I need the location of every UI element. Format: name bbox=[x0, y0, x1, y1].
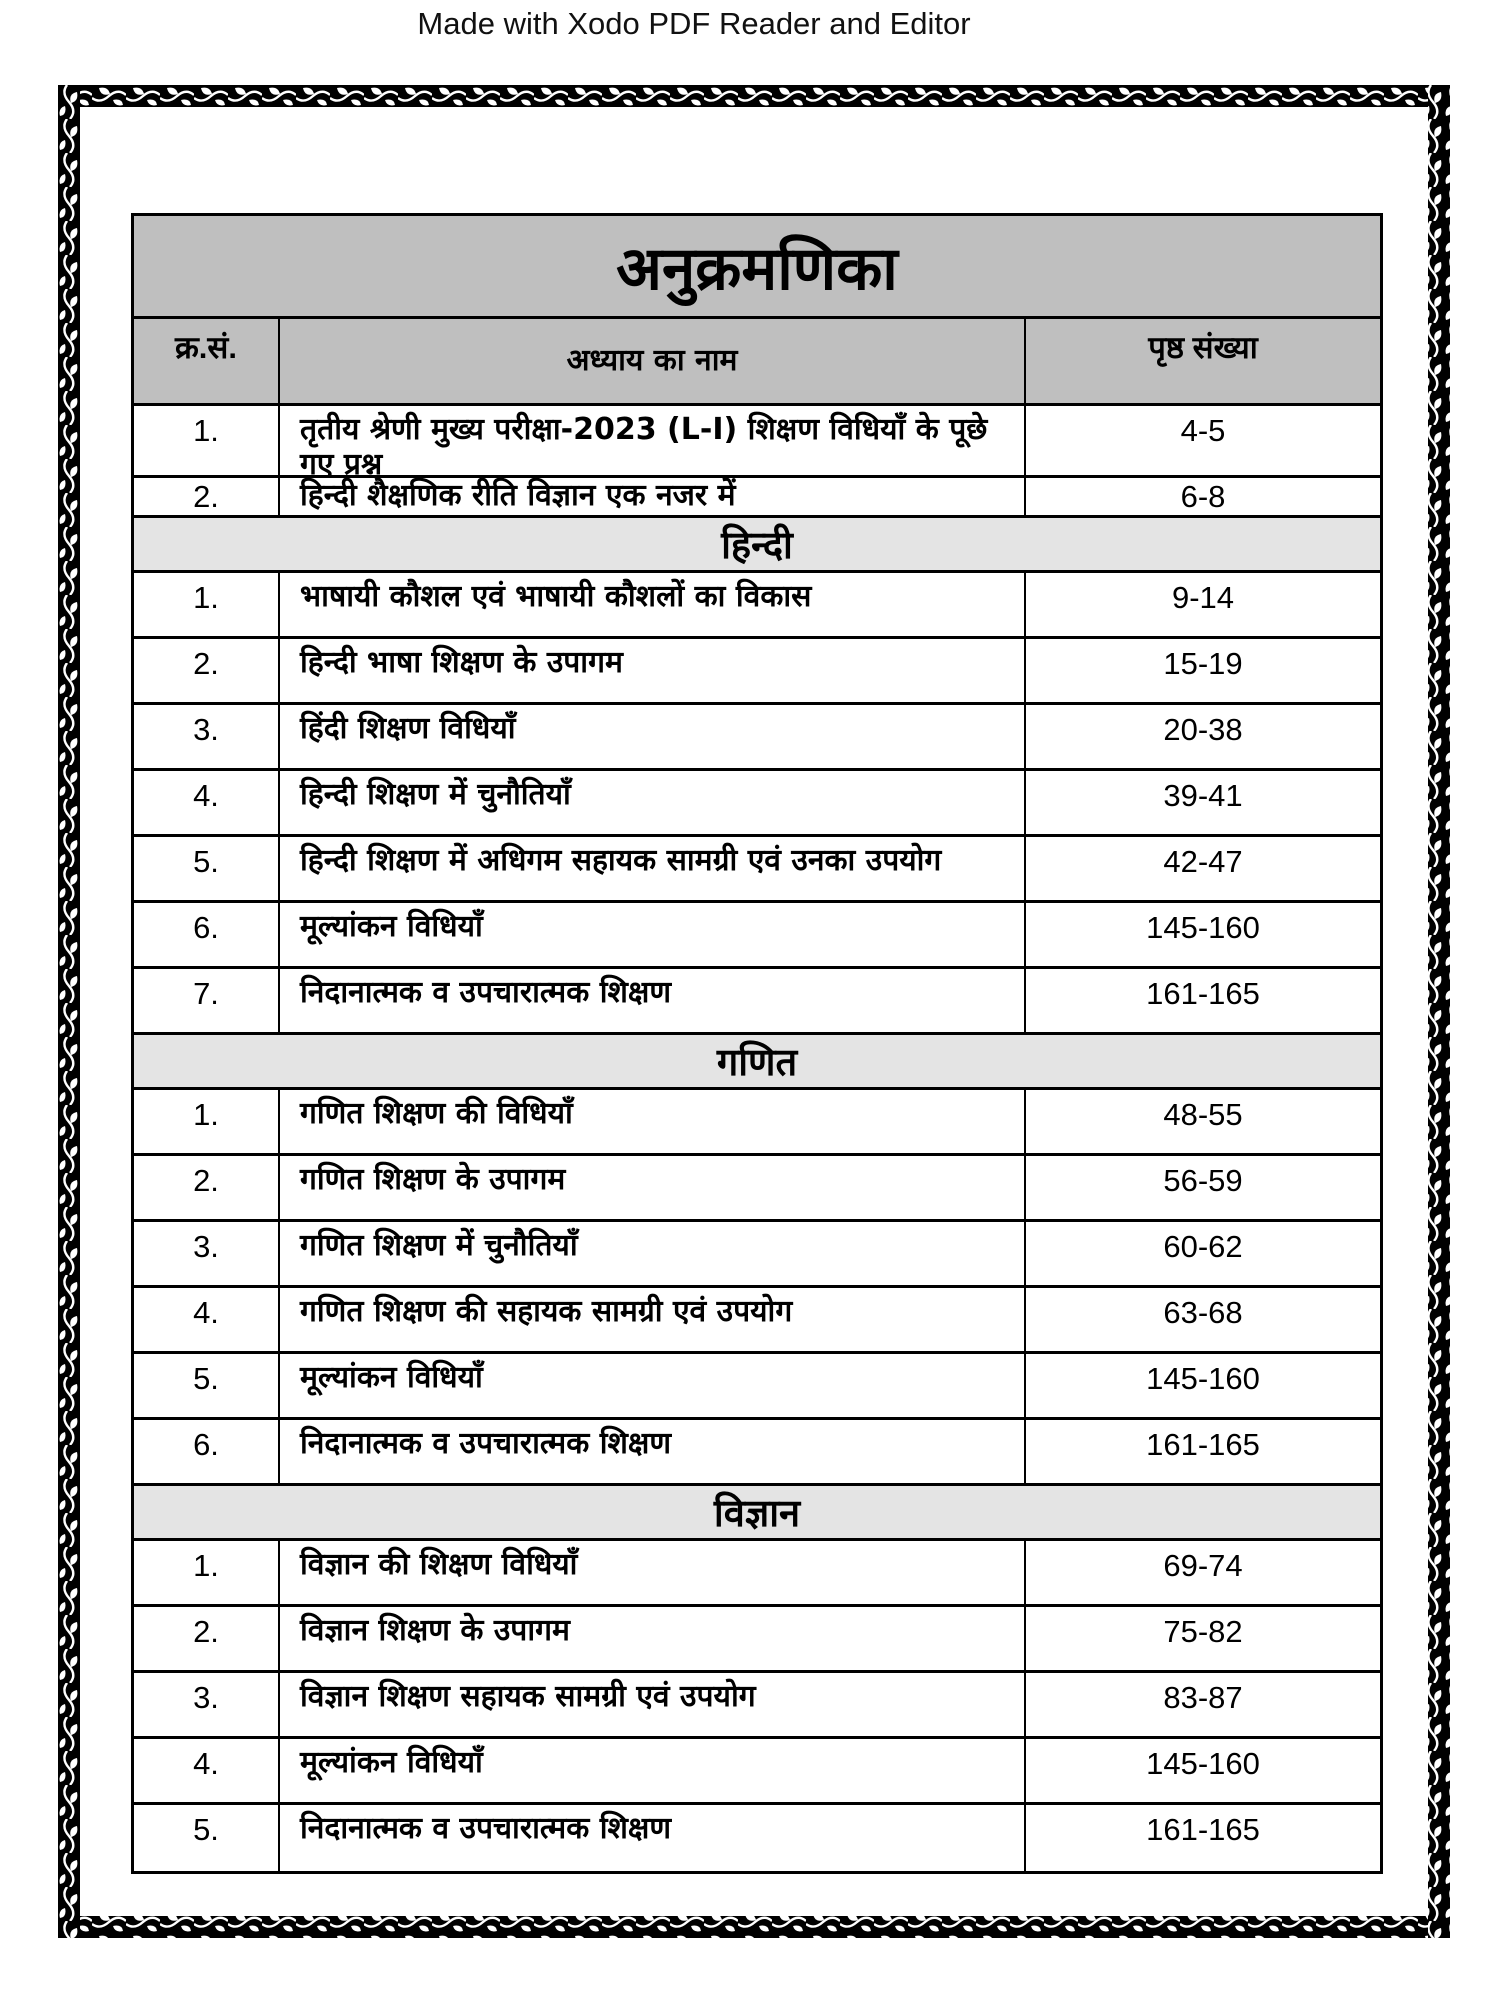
col-header-chapter-name: अध्याय का नाम bbox=[278, 319, 1026, 403]
row-page-range: 56-59 bbox=[1163, 1163, 1243, 1198]
row-chapter-name: विज्ञान शिक्षण के उपागम bbox=[278, 1607, 1026, 1670]
row-chapter-name: हिन्दी शिक्षण में अधिगम सहायक सामग्री एवं उनका उपयोग bbox=[278, 837, 1026, 900]
row-serial: 5. bbox=[193, 1812, 219, 1847]
row-chapter-name: हिन्दी भाषा शिक्षण के उपागम bbox=[278, 639, 1026, 702]
row-page-range: 9-14 bbox=[1171, 580, 1235, 615]
row-serial: 1. bbox=[193, 580, 219, 615]
row-serial: 1. bbox=[193, 1097, 219, 1132]
row-page-range: 161-165 bbox=[1146, 976, 1260, 1011]
table-row bbox=[134, 406, 1380, 482]
row-chapter-name: हिन्दी शिक्षण में चुनौतियाँ bbox=[278, 771, 1026, 834]
toc-header-row bbox=[134, 319, 1380, 406]
row-serial: 7. bbox=[193, 976, 219, 1011]
row-chapter-name: हिन्दी शैक्षणिक रीति विज्ञान एक नजर में bbox=[278, 478, 1026, 515]
row-serial: 3. bbox=[193, 1680, 219, 1715]
row-serial: 2. bbox=[193, 1614, 219, 1649]
row-page-range: 15-19 bbox=[1163, 646, 1243, 681]
table-row bbox=[134, 1541, 1380, 1607]
table-row bbox=[134, 1607, 1380, 1673]
table-row bbox=[134, 771, 1380, 837]
row-serial: 6. bbox=[193, 910, 219, 945]
row-serial: 2. bbox=[193, 1163, 219, 1198]
row-serial: 1. bbox=[193, 413, 219, 448]
row-chapter-name: निदानात्मक व उपचारात्मक शिक्षण bbox=[278, 1805, 1026, 1871]
credit-line: Made with Xodo PDF Reader and Editor bbox=[417, 6, 971, 41]
row-page-range: 4-5 bbox=[1180, 413, 1226, 448]
row-serial: 4. bbox=[193, 778, 219, 813]
row-chapter-name: निदानात्मक व उपचारात्मक शिक्षण bbox=[278, 969, 1026, 1032]
row-chapter-name: गणित शिक्षण की विधियाँ bbox=[278, 1090, 1026, 1153]
row-chapter-name: गणित शिक्षण के उपागम bbox=[278, 1156, 1026, 1219]
table-row bbox=[134, 1354, 1380, 1420]
toc-table bbox=[131, 213, 1383, 1874]
table-row bbox=[134, 1222, 1380, 1288]
row-page-range: 6-8 bbox=[1180, 479, 1226, 514]
table-row bbox=[134, 705, 1380, 771]
row-serial: 4. bbox=[193, 1746, 219, 1781]
row-serial: 2. bbox=[193, 479, 219, 514]
row-page-range: 63-68 bbox=[1163, 1295, 1243, 1330]
table-row bbox=[134, 1673, 1380, 1739]
row-serial: 6. bbox=[193, 1427, 219, 1462]
row-chapter-name: भाषायी कौशल एवं भाषायी कौशलों का विकास bbox=[278, 573, 1026, 636]
row-page-range: 39-41 bbox=[1163, 778, 1243, 813]
row-chapter-name: विज्ञान शिक्षण सहायक सामग्री एवं उपयोग bbox=[278, 1673, 1026, 1736]
row-serial: 5. bbox=[193, 1361, 219, 1396]
table-row bbox=[134, 1156, 1380, 1222]
row-chapter-name: गणित शिक्षण में चुनौतियाँ bbox=[278, 1222, 1026, 1285]
table-row bbox=[134, 1420, 1380, 1486]
row-serial: 1. bbox=[193, 1548, 219, 1583]
table-row bbox=[134, 969, 1380, 1035]
toc-body bbox=[134, 406, 1380, 1871]
table-row bbox=[134, 837, 1380, 903]
page-title: अनुक्रमणिका bbox=[134, 216, 1380, 319]
section-header: विज्ञान bbox=[134, 1486, 1380, 1541]
row-serial: 3. bbox=[193, 712, 219, 747]
row-chapter-name: मूल्यांकन विधियाँ bbox=[278, 1739, 1026, 1802]
row-serial: 5. bbox=[193, 844, 219, 879]
row-page-range: 145-160 bbox=[1146, 1361, 1260, 1396]
table-row bbox=[134, 478, 1380, 518]
row-page-range: 20-38 bbox=[1163, 712, 1243, 747]
table-row bbox=[134, 1739, 1380, 1805]
row-page-range: 48-55 bbox=[1163, 1097, 1243, 1132]
row-chapter-name: हिंदी शिक्षण विधियाँ bbox=[278, 705, 1026, 768]
row-page-range: 69-74 bbox=[1163, 1548, 1243, 1583]
row-page-range: 161-165 bbox=[1146, 1427, 1260, 1462]
row-serial: 4. bbox=[193, 1295, 219, 1330]
row-chapter-name: तृतीय श्रेणी मुख्य परीक्षा-2023 (L-I) शिक्षण विधियाँ के पूछे गए प्रश्न bbox=[278, 406, 1026, 475]
row-serial: 3. bbox=[193, 1229, 219, 1264]
row-page-range: 60-62 bbox=[1163, 1229, 1243, 1264]
row-page-range: 145-160 bbox=[1146, 1746, 1260, 1781]
row-chapter-name: मूल्यांकन विधियाँ bbox=[278, 1354, 1026, 1417]
table-row bbox=[134, 903, 1380, 969]
row-page-range: 75-82 bbox=[1163, 1614, 1243, 1649]
row-chapter-name: गणित शिक्षण की सहायक सामग्री एवं उपयोग bbox=[278, 1288, 1026, 1351]
row-chapter-name: विज्ञान की शिक्षण विधियाँ bbox=[278, 1541, 1026, 1604]
row-page-range: 161-165 bbox=[1146, 1812, 1260, 1847]
table-row bbox=[134, 639, 1380, 705]
col-header-serial: क्र.सं. bbox=[175, 330, 237, 365]
row-page-range: 145-160 bbox=[1146, 910, 1260, 945]
col-header-page-number: पृष्ठ संख्या bbox=[1148, 330, 1258, 365]
section-header: गणित bbox=[134, 1035, 1380, 1090]
table-row bbox=[134, 1288, 1380, 1354]
table-row bbox=[134, 1090, 1380, 1156]
table-row bbox=[134, 1805, 1380, 1871]
row-page-range: 83-87 bbox=[1163, 1680, 1243, 1715]
section-header: हिन्दी bbox=[134, 518, 1380, 573]
row-page-range: 42-47 bbox=[1163, 844, 1243, 879]
table-row bbox=[134, 573, 1380, 639]
row-serial: 2. bbox=[193, 646, 219, 681]
row-chapter-name: मूल्यांकन विधियाँ bbox=[278, 903, 1026, 966]
row-chapter-name: निदानात्मक व उपचारात्मक शिक्षण bbox=[278, 1420, 1026, 1483]
